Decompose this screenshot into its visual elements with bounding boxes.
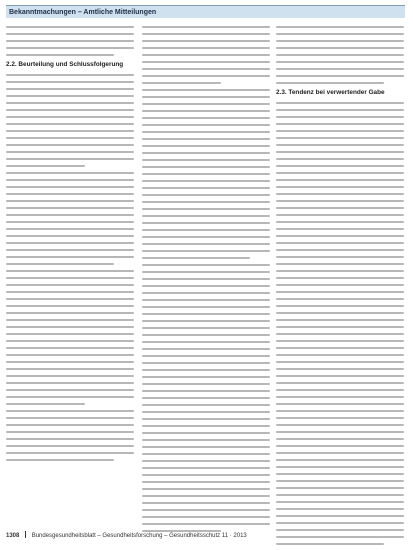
paragraph: [6, 172, 134, 265]
paragraph: [276, 26, 404, 84]
section-header-bar: [6, 5, 405, 18]
paragraph: [6, 410, 134, 461]
header-title: Bekanntmachungen – Amtliche Mitteilungen: [9, 9, 157, 16]
paragraph: [142, 89, 270, 259]
paragraph: [276, 102, 404, 545]
column-1: [6, 26, 134, 466]
section-heading-2-3: 2.3. Tendenz bei verwertender Gabe: [276, 89, 385, 96]
page-number: 1308: [6, 533, 20, 539]
footer-divider: [25, 531, 26, 538]
page-footer: [6, 531, 405, 540]
column-2: [142, 26, 270, 537]
paragraph: [6, 74, 134, 167]
paragraph: [142, 26, 270, 84]
paragraph: [6, 26, 134, 56]
paragraph: [6, 270, 134, 405]
section-heading-2-2: 2.2. Beurteilung und Schlussfolgerung: [6, 61, 124, 68]
footer-journal: Bundesgesundheitsblatt – Gesundheitsforschung – Gesundheitsschutz 11 · 2013: [31, 533, 247, 539]
column-3: [276, 26, 404, 550]
paragraph: [142, 264, 270, 532]
